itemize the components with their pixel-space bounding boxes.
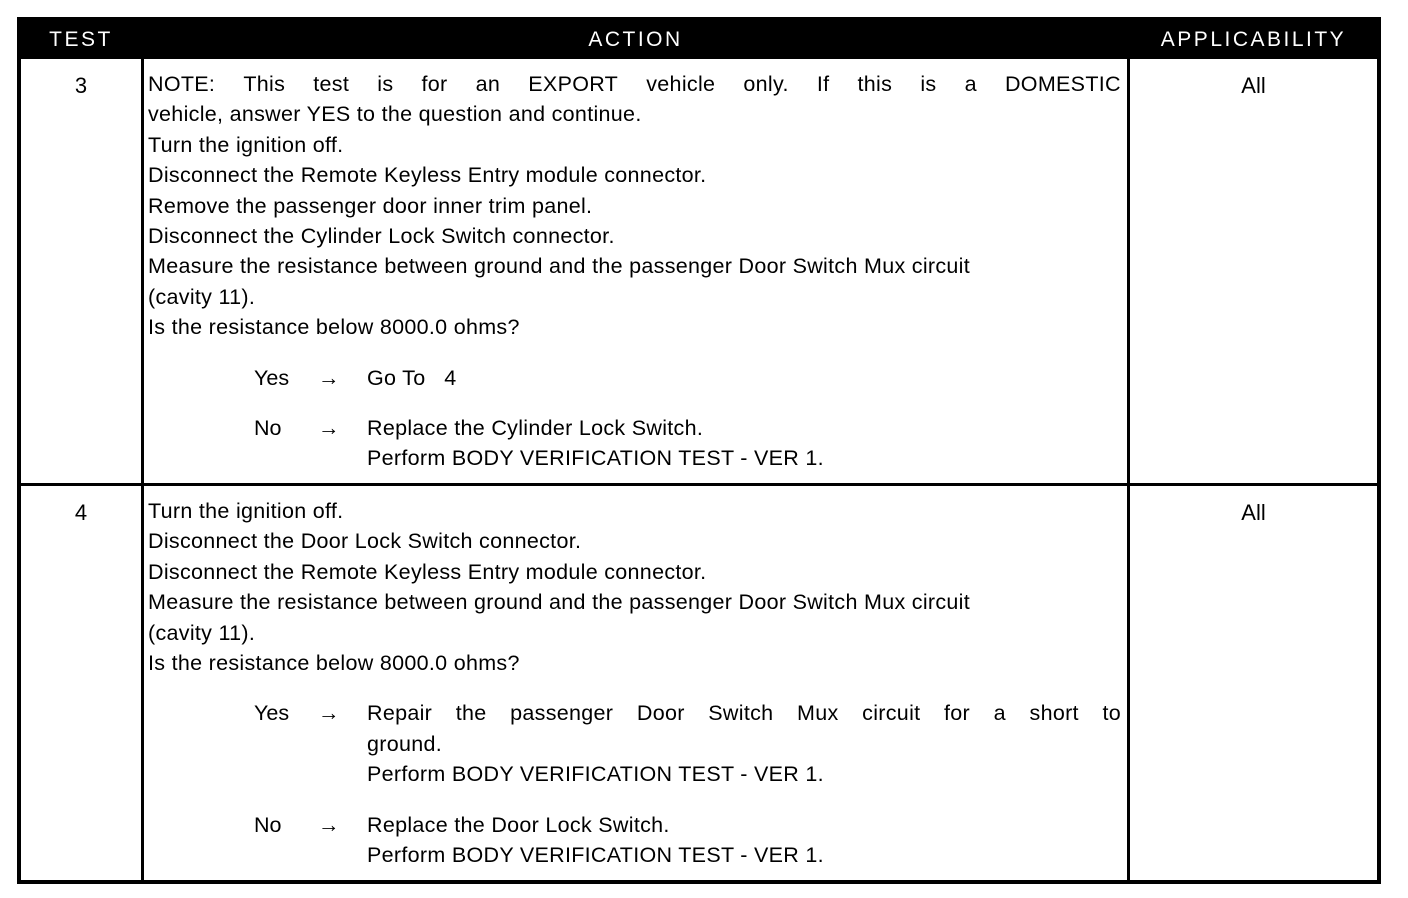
no-label: No [254,812,282,837]
branch-text [367,363,1121,393]
branch-line [367,698,1121,728]
repair-word: a [993,701,1006,726]
test-number: 4 [74,500,88,525]
note-word: NOTE: [148,72,216,96]
no-label: No [254,416,282,441]
branch-line: Perform BODY VERIFICATION TEST - VER 1. [367,762,824,787]
test-number: 3 [74,73,88,98]
table-row [21,59,1377,483]
note-word: a [964,72,977,96]
repair-word: short [1029,701,1079,726]
branch-line: Perform BODY VERIFICATION TEST - VER 1. [367,843,824,868]
applicability-value: All [1241,500,1266,525]
repair-word: the [455,701,487,726]
branch-line: Go To 4 [367,365,457,390]
action-line: Measure the resistance between ground and the passenger Door Switch Mux circuit [148,590,971,615]
action-line: Remove the passenger door inner trim panel. [148,193,593,218]
note-word: is [920,72,937,96]
yes-branch [148,698,1121,789]
action-line: Is the resistance below 8000.0 ohms? [148,651,520,676]
yes-label: Yes [254,701,290,726]
repair-word: Switch [708,701,774,726]
note-word: This [243,72,286,96]
note-word: DOMESTIC [1004,72,1121,96]
branch-text [367,810,1121,871]
repair-word: for [944,701,971,726]
action-line: Turn the ignition off. [148,132,344,157]
note-word: EXPORT [528,72,619,96]
no-branch [148,810,1121,871]
action-line: Measure the resistance between ground and the passenger Door Switch Mux circuit [148,254,971,279]
branch-line: ground. [367,731,443,756]
yes-label: Yes [254,365,290,390]
action-cell [148,496,1121,870]
diagnostic-test-table [17,17,1381,884]
action-line: Turn the ignition off. [148,499,344,523]
yes-branch [148,363,1121,393]
applicability-value: All [1241,73,1266,98]
note-word: an [475,72,501,96]
header-applicability: APPLICABILITY [1160,28,1347,51]
note-word: for [421,72,448,96]
header-test: TEST [49,28,113,51]
repair-word: circuit [862,701,921,726]
repair-word: Door [636,701,685,726]
note-word: this [857,72,893,96]
note-word: vehicle [646,72,716,96]
repair-word: to [1102,701,1121,726]
repair-word: Repair [367,701,433,726]
branch-line: Replace the Cylinder Lock Switch. [367,416,704,441]
header-action: ACTION [588,28,683,51]
arrow-icon: → [318,365,340,390]
note-word: only. [743,72,789,96]
arrow-icon: → [318,701,340,726]
branch-line: Replace the Door Lock Switch. [367,812,670,837]
action-line: (cavity 11). [148,284,256,309]
table-header [21,21,1377,59]
action-line: vehicle, answer YES to the question and continue. [148,102,642,127]
repair-word: Mux [797,701,839,726]
branch-text [367,413,1121,474]
action-line: Disconnect the Door Lock Switch connector. [148,529,582,554]
note-word: test [313,72,350,96]
arrow-icon: → [318,416,340,441]
branch-line: Perform BODY VERIFICATION TEST - VER 1. [367,446,824,471]
no-branch [148,413,1121,474]
note-word: If [816,72,830,96]
action-line: Is the resistance below 8000.0 ohms? [148,315,520,340]
action-line: Disconnect the Cylinder Lock Switch connector. [148,224,615,249]
action-line: Disconnect the Remote Keyless Entry module connector. [148,163,707,188]
arrow-icon: → [318,812,340,837]
repair-word: passenger [510,701,614,726]
action-line: (cavity 11). [148,620,256,645]
table-row [21,486,1377,884]
action-cell [148,69,1121,474]
action-line [148,69,1121,99]
action-line: Disconnect the Remote Keyless Entry module connector. [148,559,707,584]
branch-text [367,698,1121,789]
note-word: is [377,72,394,96]
